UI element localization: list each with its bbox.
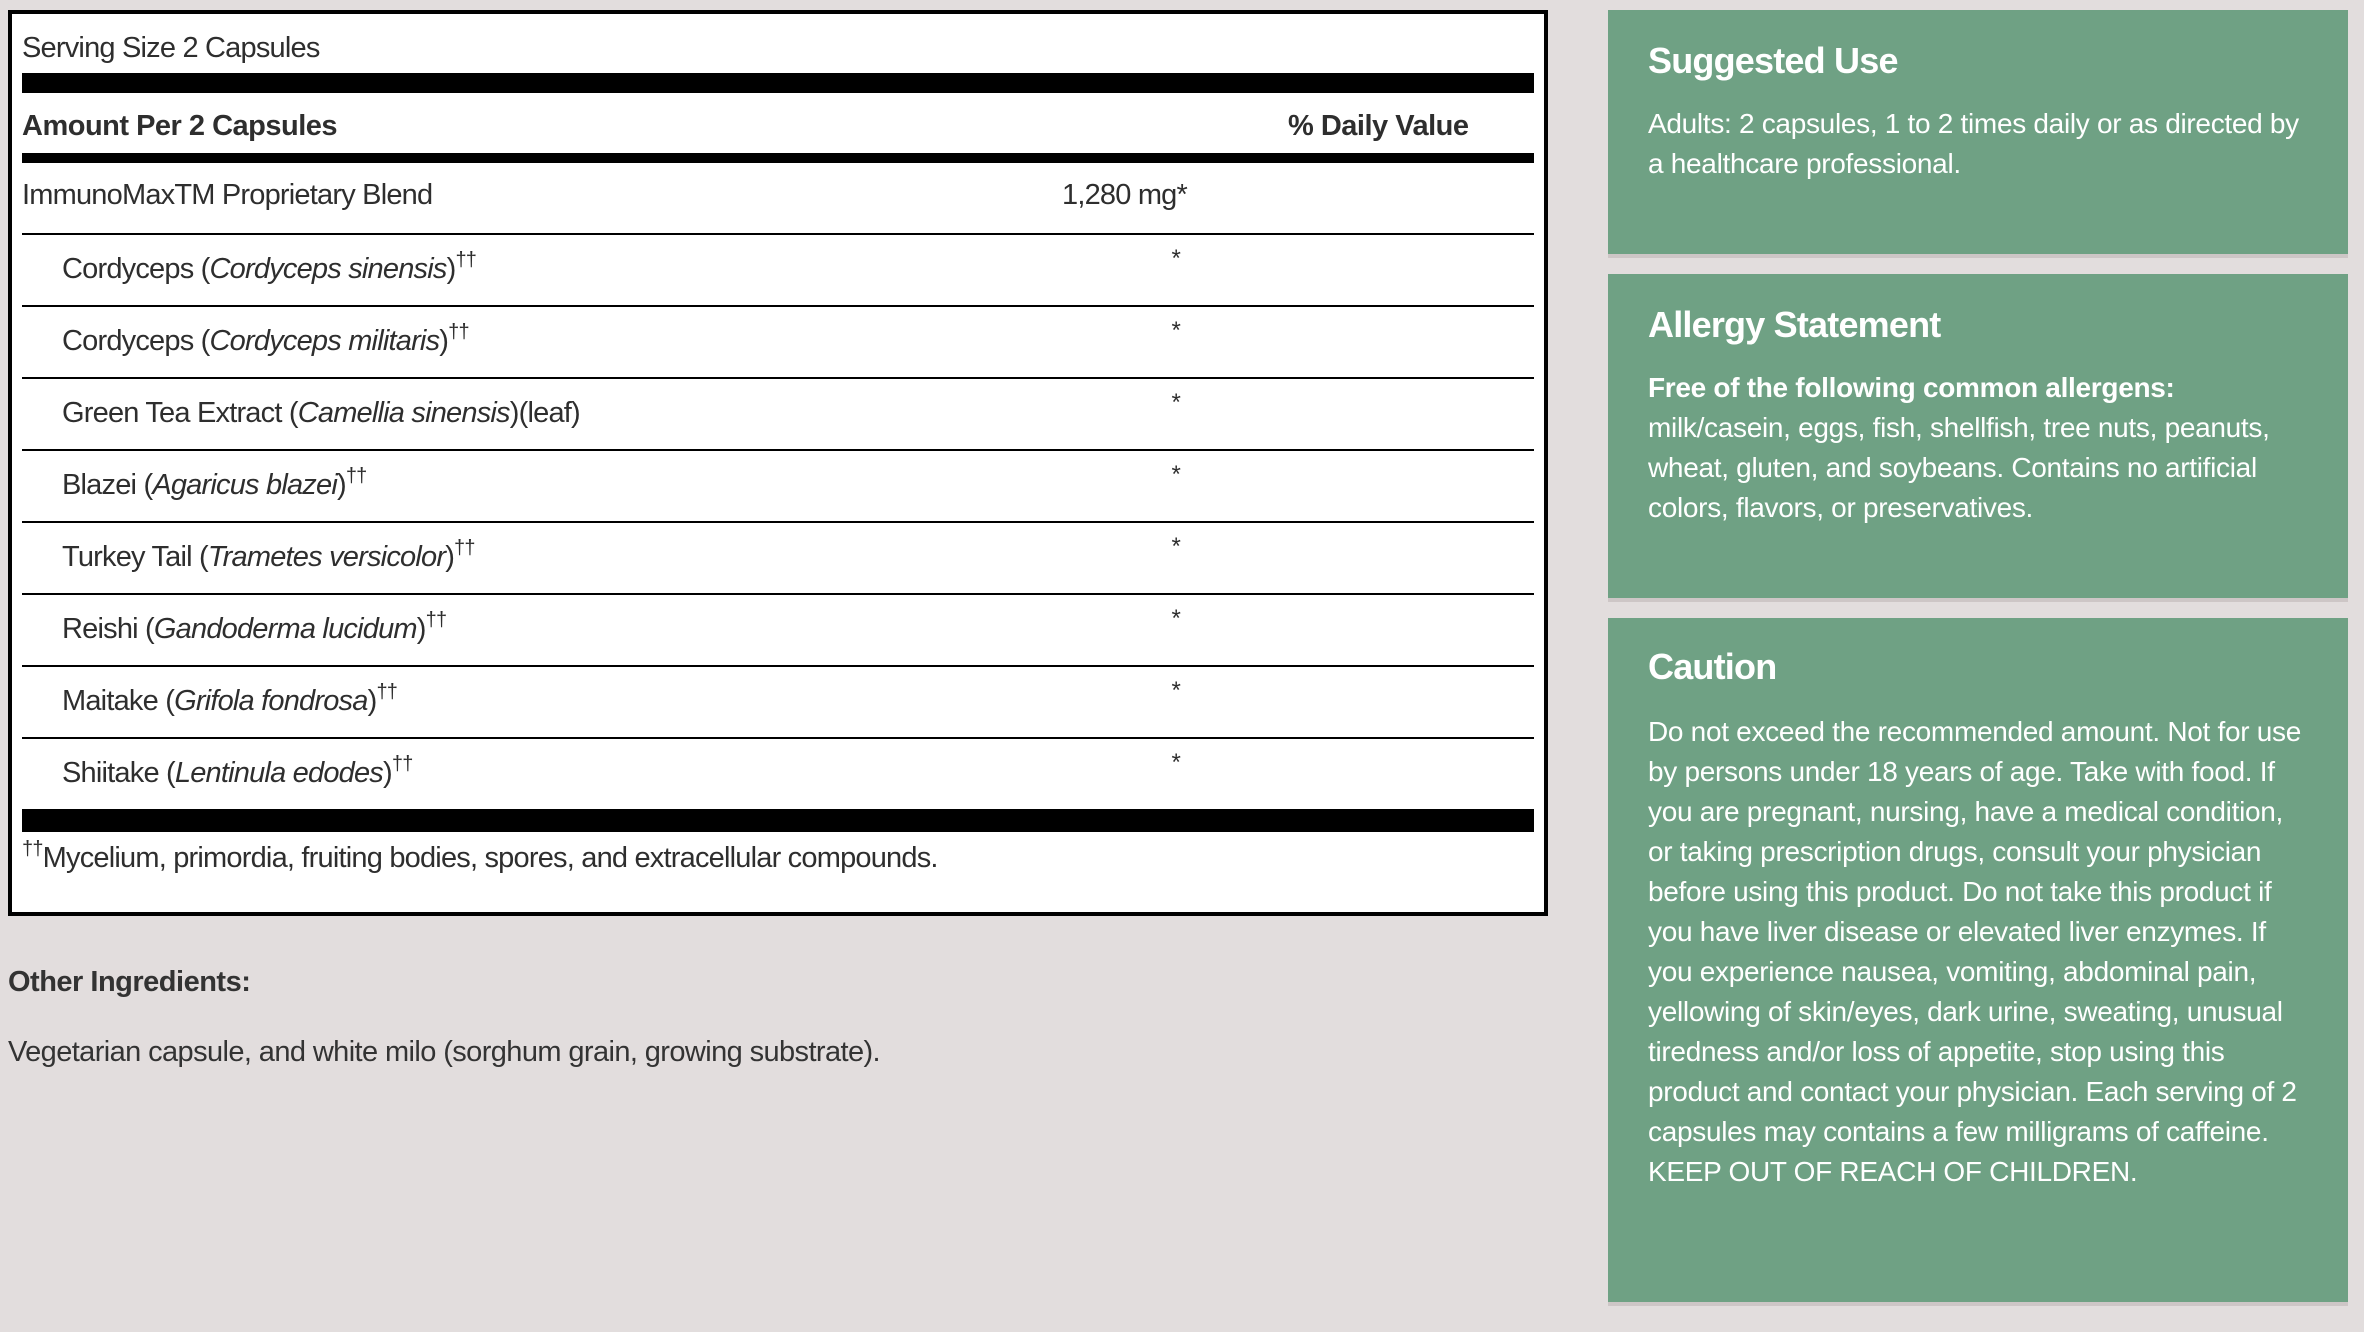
ingredient-daily-value: * — [1171, 389, 1180, 416]
ingredient-common-name: Reishi ( — [62, 613, 154, 645]
ingredient-row — [22, 235, 1534, 307]
ingredient-latin-name: Grifola fondrosa — [174, 685, 368, 717]
ingredient-daily-value: * — [1171, 461, 1180, 488]
amount-header: Amount Per 2 Capsules — [22, 110, 338, 142]
ingredient-footnote-mark: †† — [425, 609, 447, 631]
footnote-mark: †† — [22, 838, 43, 860]
blend-name: ImmunoMaxTM Proprietary Blend — [22, 179, 433, 211]
ingredient-common-name: Cordyceps ( — [62, 253, 210, 285]
ingredient-daily-value: * — [1171, 245, 1180, 272]
ingredient-footnote-mark: †† — [345, 465, 367, 487]
ingredient-common-name: Turkey Tail ( — [62, 541, 208, 573]
ingredient-common-name: Green Tea Extract ( — [62, 397, 298, 429]
caution-text: Do not exceed the recommended amount. Not for use by persons under 18 years of age. Take with food. If you are pregnant, nursing, have a medical condition, or taking prescription drugs, consult your physician before using this product. Do not take this product if you have liver disease or elevated liver enzymes. If you experience nausea, vomiting, abdominal pain, yellowing of skin/eyes, dark urine, sweating, unusual tiredness and/or loss of appetite, stop using this product and contact your physician. Each serving of 2 capsules may contains a few milligrams of caffeine. KEEP OUT OF REACH OF CHILDREN. — [1648, 716, 2302, 1187]
allergy-text: milk/casein, eggs, fish, shellfish, tree nuts, peanuts, wheat, gluten, and soybeans. Contains no artificial colors, flavors, or preservatives. — [1648, 412, 2270, 523]
daily-value-header: % Daily Value — [1288, 110, 1469, 142]
ingredient-name — [62, 609, 447, 646]
ingredient-latin-name: Trametes versicolor — [207, 541, 446, 573]
ingredient-suffix: )(leaf) — [509, 397, 580, 429]
ingredient-suffix: ) — [445, 541, 455, 573]
ingredient-footnote-mark: †† — [448, 321, 469, 343]
ingredient-latin-name: Agaricus blazei — [152, 469, 337, 501]
medium-divider — [22, 153, 1534, 163]
blend-amount: 1,280 mg* — [1062, 179, 1187, 211]
ingredient-name — [62, 249, 477, 286]
ingredient-latin-name: Cordyceps militaris — [209, 325, 440, 357]
ingredient-common-name: Cordyceps ( — [62, 325, 210, 357]
ingredient-suffix: ) — [367, 685, 377, 717]
ingredient-suffix: ) — [383, 757, 392, 789]
caution-panel — [1608, 618, 2348, 1302]
ingredient-latin-name: Cordyceps sinensis — [209, 253, 447, 285]
serving-size: Serving Size 2 Capsules — [22, 32, 320, 64]
ingredient-common-name: Maitake ( — [62, 685, 175, 717]
allergy-panel — [1608, 274, 2348, 598]
ingredient-name — [62, 537, 475, 574]
ingredient-footnote-mark: †† — [455, 249, 477, 271]
footnote-text: Mycelium, primordia, fruiting bodies, spores, and extracellular compounds. — [42, 842, 938, 874]
blend-row — [22, 163, 1534, 235]
ingredient-row — [22, 307, 1534, 379]
ingredient-daily-value: * — [1171, 749, 1180, 776]
supplement-facts-table — [8, 10, 1548, 916]
ingredient-daily-value: * — [1171, 533, 1180, 560]
ingredient-suffix: ) — [336, 469, 346, 501]
ingredient-row — [22, 523, 1534, 595]
ingredient-common-name: Blazei ( — [62, 469, 153, 501]
ingredient-row — [22, 595, 1534, 667]
ingredient-latin-name: Gandoderma lucidum — [153, 613, 417, 645]
suggested-use-text: Adults: 2 capsules, 1 to 2 times daily or as directed by a healthcare professional. — [1648, 108, 2299, 179]
ingredient-footnote-mark: †† — [376, 681, 398, 703]
ingredient-latin-name: Lentinula edodes — [174, 757, 384, 789]
thick-divider — [22, 73, 1534, 93]
ingredient-name — [62, 753, 413, 790]
caution-title: Caution — [1648, 646, 1777, 687]
allergy-title: Allergy Statement — [1648, 304, 1941, 345]
ingredient-row — [22, 379, 1534, 451]
ingredient-daily-value: * — [1171, 605, 1180, 632]
ingredient-common-name: Shiitake ( — [62, 757, 175, 789]
other-ingredients-title: Other Ingredients: — [8, 966, 251, 998]
ingredient-daily-value: * — [1171, 677, 1180, 704]
ingredient-name — [62, 681, 398, 718]
thick-divider-bottom — [22, 810, 1534, 832]
ingredient-name — [62, 465, 367, 502]
ingredient-row — [22, 667, 1534, 739]
ingredient-footnote-mark: †† — [391, 753, 413, 775]
ingredient-suffix: ) — [416, 613, 426, 645]
ingredient-latin-name: Camellia sinensis — [297, 397, 510, 429]
ingredient-name — [62, 321, 469, 358]
suggested-use-panel — [1608, 10, 2348, 254]
allergy-lead: Free of the following common allergens: — [1648, 372, 2175, 403]
ingredient-suffix: ) — [446, 253, 456, 285]
footnote — [22, 838, 938, 875]
ingredient-suffix: ) — [439, 325, 449, 357]
other-ingredients-text: Vegetarian capsule, and white milo (sorghum grain, growing substrate). — [8, 1036, 880, 1068]
ingredient-footnote-mark: †† — [454, 537, 475, 559]
allergy-body — [1648, 368, 2308, 528]
ingredient-row — [22, 451, 1534, 523]
suggested-use-title: Suggested Use — [1648, 40, 1898, 81]
ingredient-daily-value: * — [1171, 317, 1180, 344]
ingredient-row — [22, 739, 1534, 811]
ingredient-name — [62, 397, 580, 430]
